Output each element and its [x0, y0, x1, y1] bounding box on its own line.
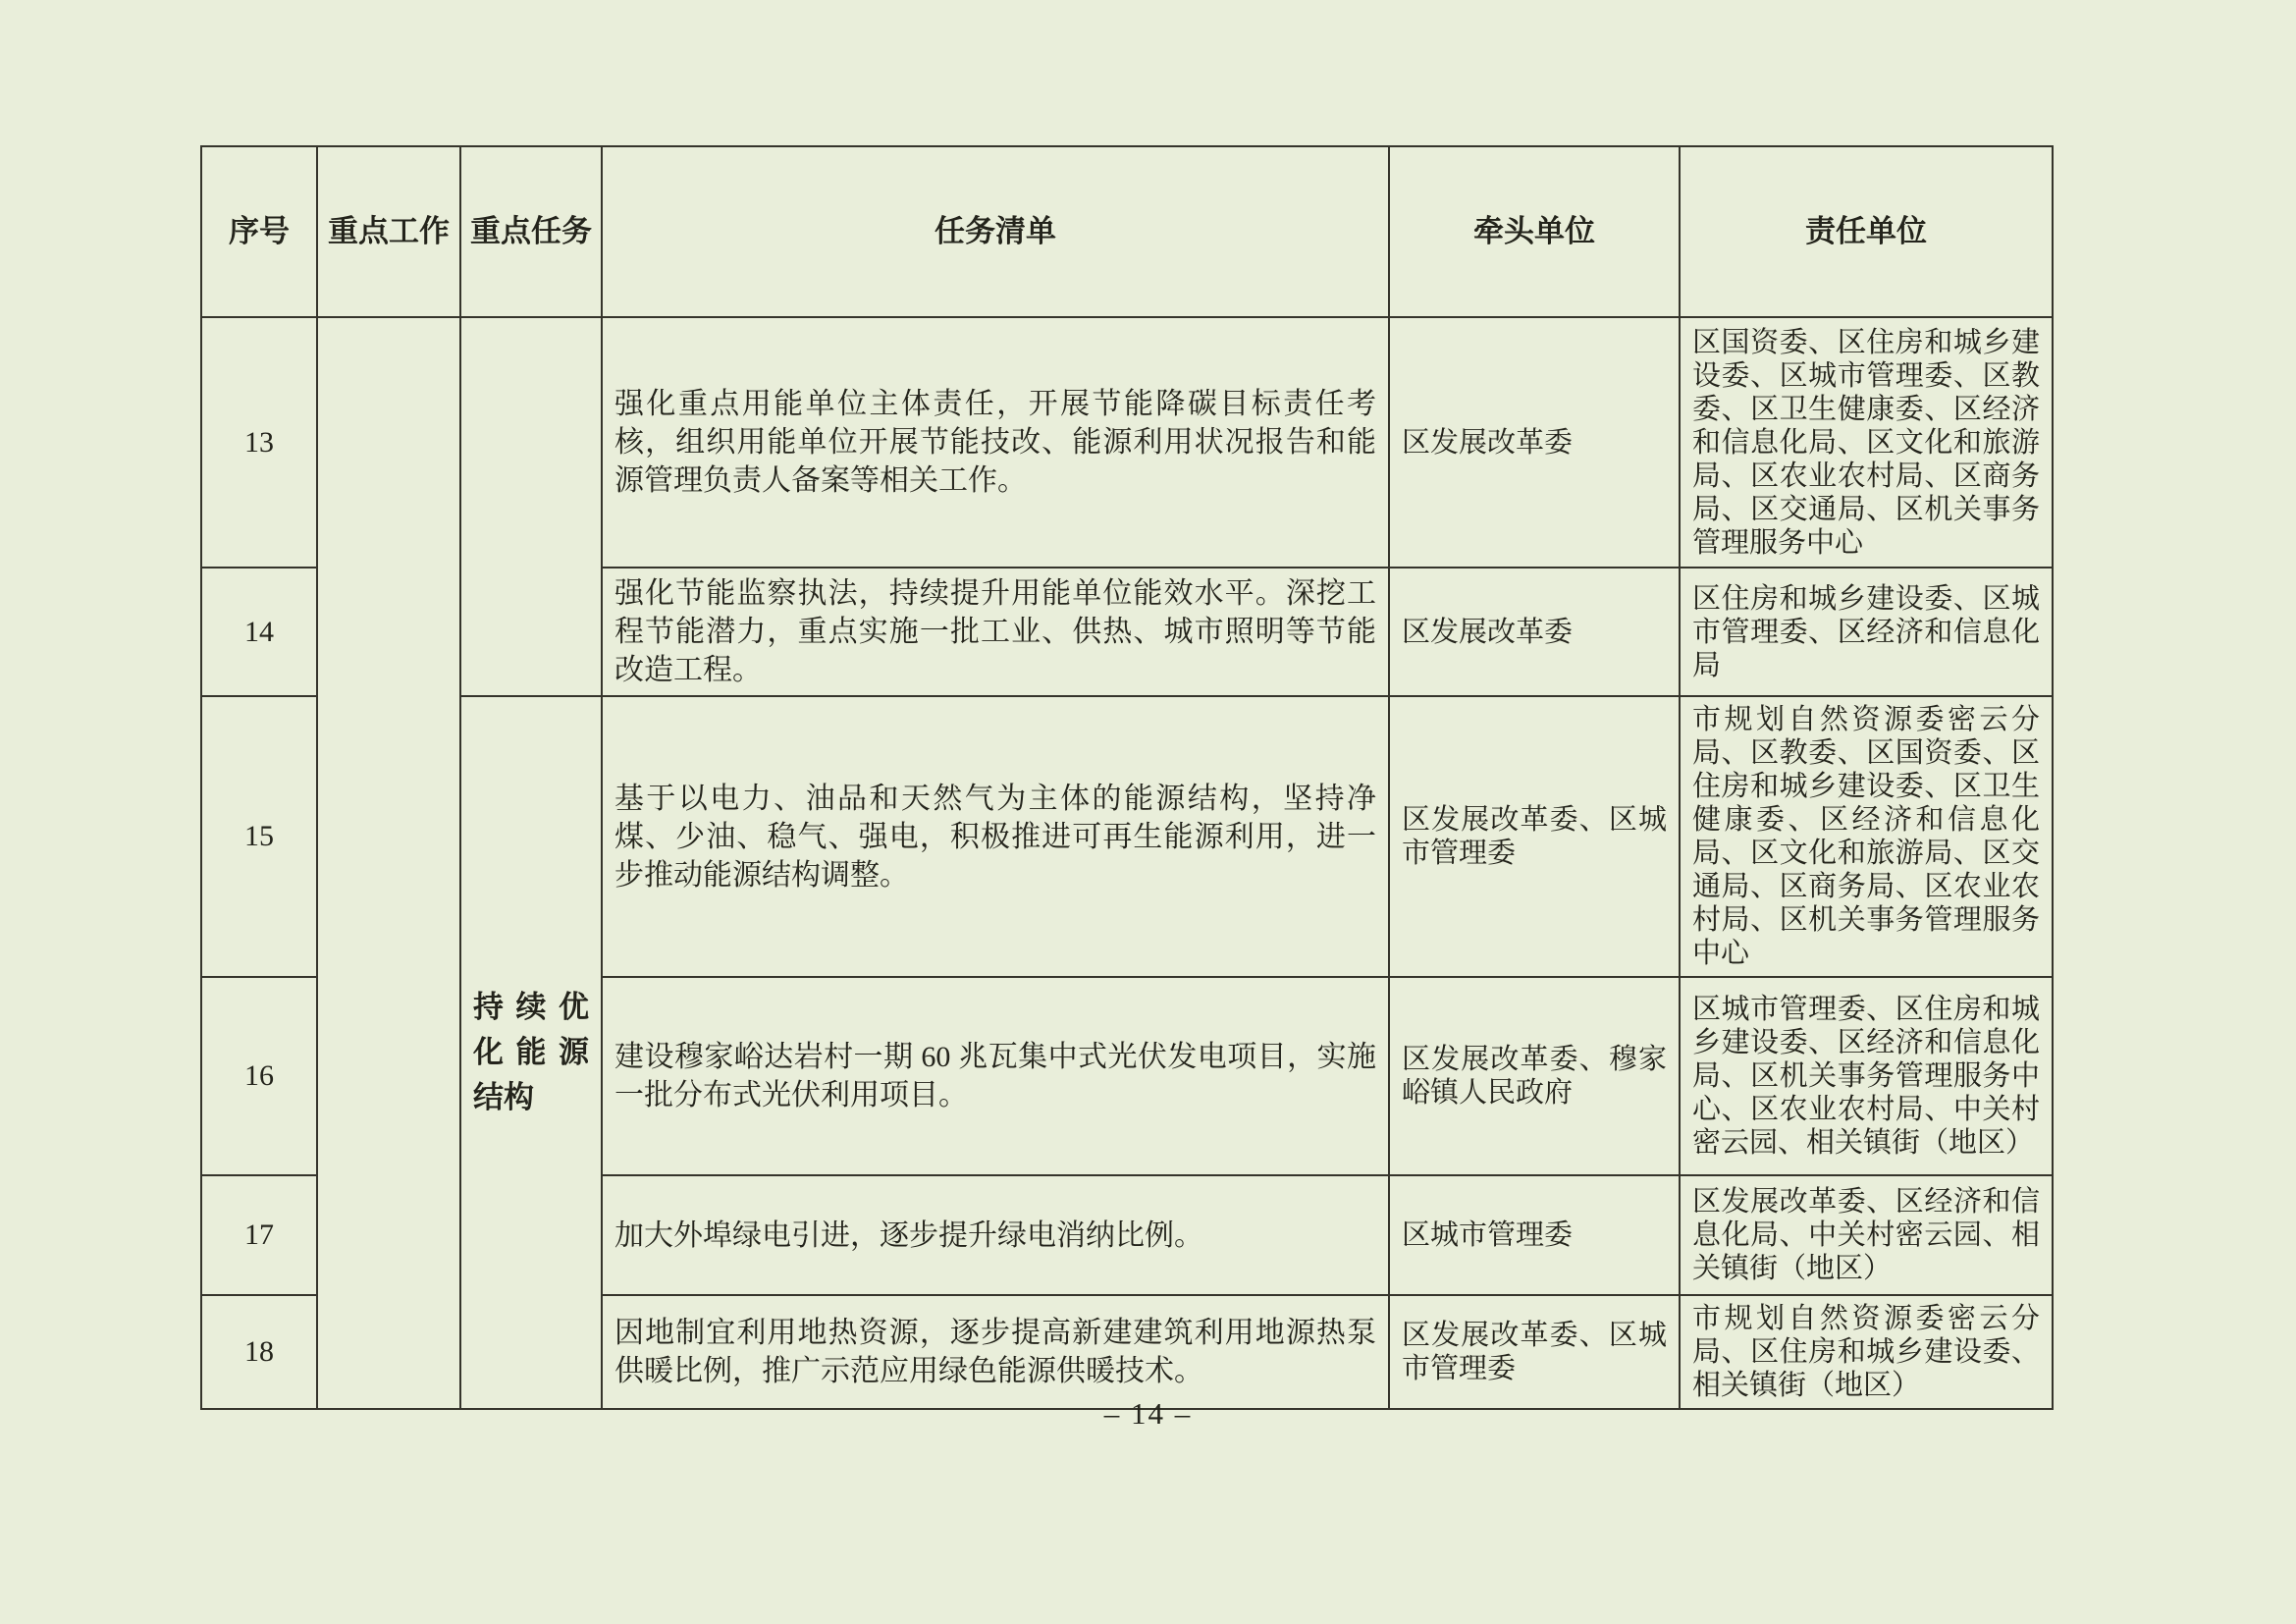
row-15-task: 基于以电力、油品和天然气为主体的能源结构，坚持净煤、少油、稳气、强电，积极推进可再生能源利用，进一步推动能源结构调整。	[602, 696, 1389, 977]
key-task-lower-merged-cell: 持续优化能源结构	[460, 696, 602, 1409]
row-14-index: 14	[201, 568, 317, 696]
row-14-responsible-unit: 区住房和城乡建设委、区城市管理委、区经济和信息化局	[1680, 568, 2053, 696]
row-16-lead-unit: 区发展改革委、穆家峪镇人民政府	[1389, 977, 1680, 1175]
header-responsible-unit: 责任单位	[1680, 146, 2053, 317]
header-key-task: 重点任务	[460, 146, 602, 317]
row-16-index: 16	[201, 977, 317, 1175]
row-15-responsible-unit: 市规划自然资源委密云分局、区教委、区国资委、区住房和城乡建设委、区卫生健康委、区经济和信息化局、区文化和旅游局、区交通局、区商务局、区农业农村局、区机关事务管理服务中心	[1680, 696, 2053, 977]
row-18-task: 因地制宜利用地热资源，逐步提高新建建筑利用地源热泵供暖比例，推广示范应用绿色能源供暖技术。	[602, 1295, 1389, 1409]
header-lead-unit: 牵头单位	[1389, 146, 1680, 317]
row-13-responsible-unit: 区国资委、区住房和城乡建设委、区城市管理委、区教委、区卫生健康委、区经济和信息化局、区文化和旅游局、区农业农村局、区商务局、区交通局、区机关事务管理服务中心	[1680, 317, 2053, 568]
header-task-list: 任务清单	[602, 146, 1389, 317]
header-index: 序号	[201, 146, 317, 317]
row-16-task: 建设穆家峪达岩村一期 60 兆瓦集中式光伏发电项目，实施一批分布式光伏利用项目。	[602, 977, 1389, 1175]
key-work-merged-cell	[317, 317, 460, 1409]
row-15-lead-unit: 区发展改革委、区城市管理委	[1389, 696, 1680, 977]
row-14-task: 强化节能监察执法，持续提升用能单位能效水平。深挖工程节能潜力，重点实施一批工业、供热、城市照明等节能改造工程。	[602, 568, 1389, 696]
row-14-lead-unit: 区发展改革委	[1389, 568, 1680, 696]
table-header-row	[201, 146, 2053, 317]
row-13-index: 13	[201, 317, 317, 568]
row-17-responsible-unit: 区发展改革委、区经济和信息化局、中关村密云园、相关镇街（地区）	[1680, 1175, 2053, 1295]
table-row-15	[201, 696, 2053, 977]
row-13-task: 强化重点用能单位主体责任，开展节能降碳目标责任考核，组织用能单位开展节能技改、能源利用状况报告和能源管理负责人备案等相关工作。	[602, 317, 1389, 568]
row-17-index: 17	[201, 1175, 317, 1295]
page-number: – 14 –	[1103, 1396, 1193, 1431]
key-task-upper-merged-cell	[460, 317, 602, 696]
table-row-13	[201, 317, 2053, 568]
row-17-lead-unit: 区城市管理委	[1389, 1175, 1680, 1295]
row-18-responsible-unit: 市规划自然资源委密云分局、区住房和城乡建设委、相关镇街（地区）	[1680, 1295, 2053, 1409]
row-16-responsible-unit: 区城市管理委、区住房和城乡建设委、区经济和信息化局、区机关事务管理服务中心、区农业农村局、中关村密云园、相关镇街（地区）	[1680, 977, 2053, 1175]
header-key-work: 重点工作	[317, 146, 460, 317]
row-15-index: 15	[201, 696, 317, 977]
task-assignment-table	[200, 145, 2054, 1410]
row-13-lead-unit: 区发展改革委	[1389, 317, 1680, 568]
row-18-lead-unit: 区发展改革委、区城市管理委	[1389, 1295, 1680, 1409]
row-17-task: 加大外埠绿电引进，逐步提升绿电消纳比例。	[602, 1175, 1389, 1295]
row-18-index: 18	[201, 1295, 317, 1409]
